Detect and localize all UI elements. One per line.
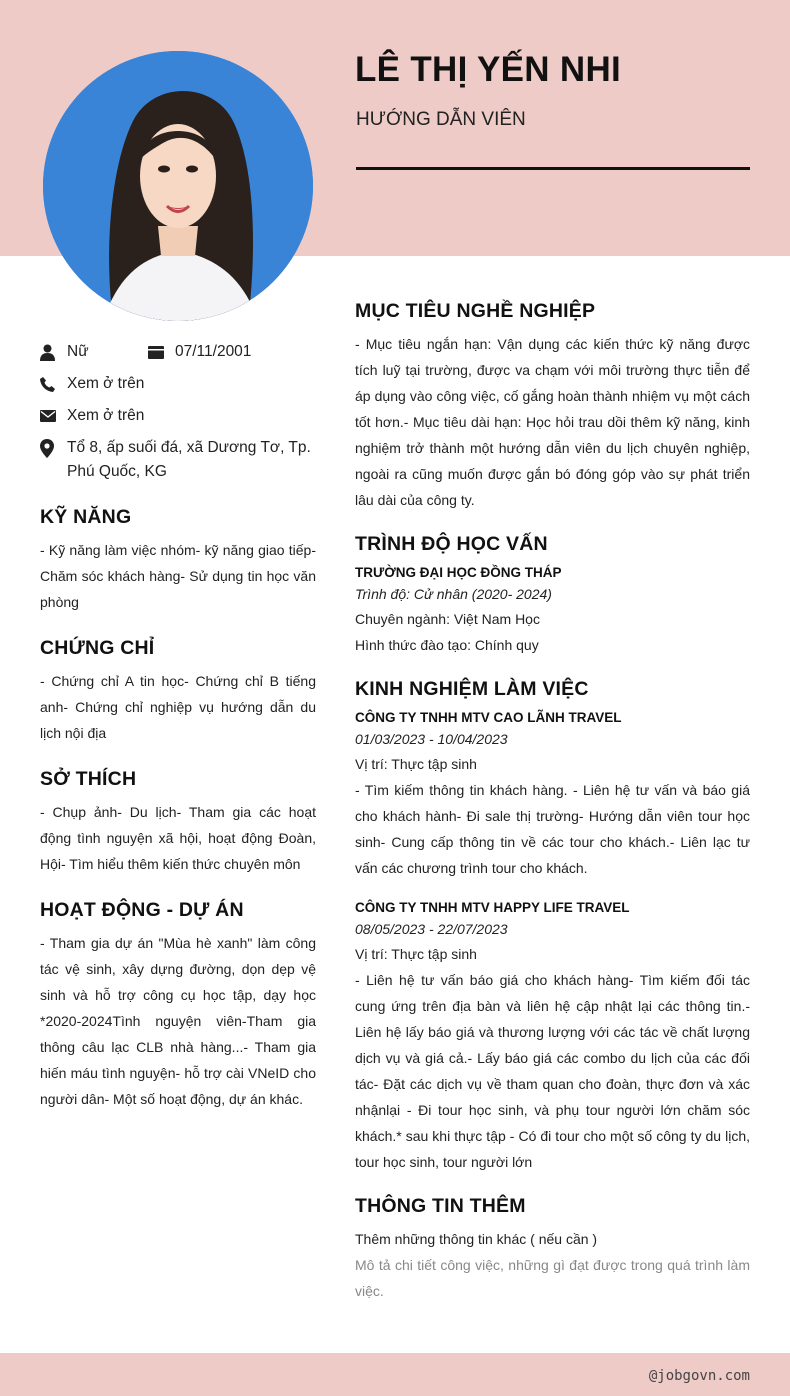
education-major: Chuyên ngành: Việt Nam Học xyxy=(355,611,540,627)
birthday-value: 07/11/2001 xyxy=(175,343,252,360)
gender-item xyxy=(40,340,148,364)
objective-title: MỤC TIÊU NGHỀ NGHIỆP xyxy=(355,300,596,322)
activities-text: - Tham gia dự án "Mùa hè xanh" làm công tác vệ sinh, xây dựng đường, dọn dẹp vệ sinh và hỗ trợ công cụ học tập, dạy học *2020-2024Tình nguyện viên-Tham gia thông câu lạc CLB nhà hàng...- Tham gia hiến máu tình nguyện- hỗ trợ cài VNeID cho người dân- Một số hoạt động, dự án khác. xyxy=(40,935,316,1107)
gender-value: Nữ xyxy=(67,343,89,360)
experience-period: 08/05/2023 - 22/07/2023 xyxy=(355,921,508,937)
experience-item xyxy=(355,709,750,881)
address-row xyxy=(40,436,316,484)
candidate-job-title: HƯỚNG DẪN VIÊN xyxy=(356,109,526,130)
education-mode: Hình thức đào tạo: Chính quy xyxy=(355,637,539,653)
certificates-title: CHỨNG CHỈ xyxy=(40,637,155,659)
experience-company: CÔNG TY TNHH MTV HAPPY LIFE TRAVEL xyxy=(355,900,630,915)
experience-description: - Liên hệ tư vấn báo giá cho khách hàng- Tìm kiếm đối tác cung ứng trên địa bàn và liên hệ cập nhật lại các thông tin.- Liên hệ lấy báo giá và thương lượng với các tác về chất lượng dịch vụ và giá cả.- Lấy báo giá các combo du lịch của các đối tác- Đặt các dịch vụ về tham quan cho đoàn, thực đơn và xác nhậnlại - Đi tour học sinh, và phụ tour người lớn chăm sóc khách.* sau khi thực tập - Có đi tour cho một số công ty du lịch, tour học sinh, tour người lớn xyxy=(355,972,750,1170)
phone-value: Xem ở trên xyxy=(67,375,145,392)
experience-position: Vị trí: Thực tập sinh xyxy=(355,756,477,772)
email-value: Xem ở trên xyxy=(67,407,145,424)
candidate-name: LÊ THỊ YẾN NHI xyxy=(355,50,622,89)
portrait-illustration xyxy=(43,51,313,321)
education-degree: Trình độ: Cử nhân (2020- 2024) xyxy=(355,586,552,602)
right-column xyxy=(355,300,750,1304)
phone-row xyxy=(40,372,316,396)
gender-birthday-row xyxy=(40,340,316,364)
experience-item xyxy=(355,899,750,1175)
activities-title: HOẠT ĐỘNG - DỰ ÁN xyxy=(40,899,244,921)
address-value: Tổ 8, ấp suối đá, xã Dương Tơ, Tp. Phú Quốc, KG xyxy=(67,439,311,480)
hobbies-text: - Chụp ảnh- Du lịch- Tham gia các hoạt động tình nguyện xã hội, hoạt động Đoàn, Hội- Tìm hiểu thêm kiến thức chuyên môn xyxy=(40,804,316,872)
additional-line: Thêm những thông tin khác ( nếu cần ) xyxy=(355,1231,598,1247)
location-pin-icon xyxy=(40,436,67,460)
calendar-icon xyxy=(148,340,175,364)
footer-watermark: @jobgovn.com xyxy=(648,1368,750,1384)
additional-description: Mô tả chi tiết công việc, những gì đạt được trong quá trình làm việc. xyxy=(355,1257,750,1299)
hobbies-title: SỞ THÍCH xyxy=(40,768,137,790)
experience-company: CÔNG TY TNHH MTV CAO LÃNH TRAVEL xyxy=(355,710,622,725)
email-row xyxy=(40,404,316,428)
experience-position: Vị trí: Thực tập sinh xyxy=(355,946,477,962)
mail-icon xyxy=(40,404,67,428)
title-divider xyxy=(356,167,750,170)
skills-title: KỸ NĂNG xyxy=(40,506,132,528)
objective-text: - Mục tiêu ngắn hạn: Vận dụng các kiến thức kỹ năng được tích luỹ tại trường, được va chạm với môi trường thực tiễn để áp dụng vào công việc, cố gắng hoàn thành nhiệm vụ một cách tốt hơn.- Mục tiêu dài hạn: Học hỏi trau dồi thêm kỹ năng, kinh nghiệm trở thành một hướng dẫn viên du lịch chuyên nghiệp, ngoài ra cũng muốn được gắn bó đóng góp vào sự phát triển lâu dài của công ty. xyxy=(355,336,750,508)
profile-photo xyxy=(43,51,313,321)
phone-icon xyxy=(40,372,67,396)
left-column xyxy=(40,340,316,1112)
experience-period: 01/03/2023 - 10/04/2023 xyxy=(355,731,508,747)
additional-title: THÔNG TIN THÊM xyxy=(355,1195,526,1217)
birthday-item xyxy=(148,340,308,364)
education-title: TRÌNH ĐỘ HỌC VẤN xyxy=(355,533,548,555)
certificates-text: - Chứng chỉ A tin học- Chứng chỉ B tiếng anh- Chứng chỉ nghiệp vụ hướng dẫn du lịch nội địa xyxy=(40,673,316,741)
experience-description: - Tìm kiếm thông tin khách hàng. - Liên hệ tư vấn và báo giá cho khách hành- Đi sale thị trường- Hướng dẫn viên tour học sinh- Cung cấp thông tin về các tour cho khách.- Liên lạc tư vấn các chương trình tour cho khách. xyxy=(355,782,750,876)
experience-title: KINH NGHIỆM LÀM VIỆC xyxy=(355,678,589,700)
person-icon xyxy=(40,340,67,364)
education-school: TRƯỜNG ĐẠI HỌC ĐỒNG THÁP xyxy=(355,565,562,580)
skills-text: - Kỹ năng làm việc nhóm- kỹ năng giao tiếp- Chăm sóc khách hàng- Sử dụng tin học văn phòng xyxy=(40,542,316,610)
